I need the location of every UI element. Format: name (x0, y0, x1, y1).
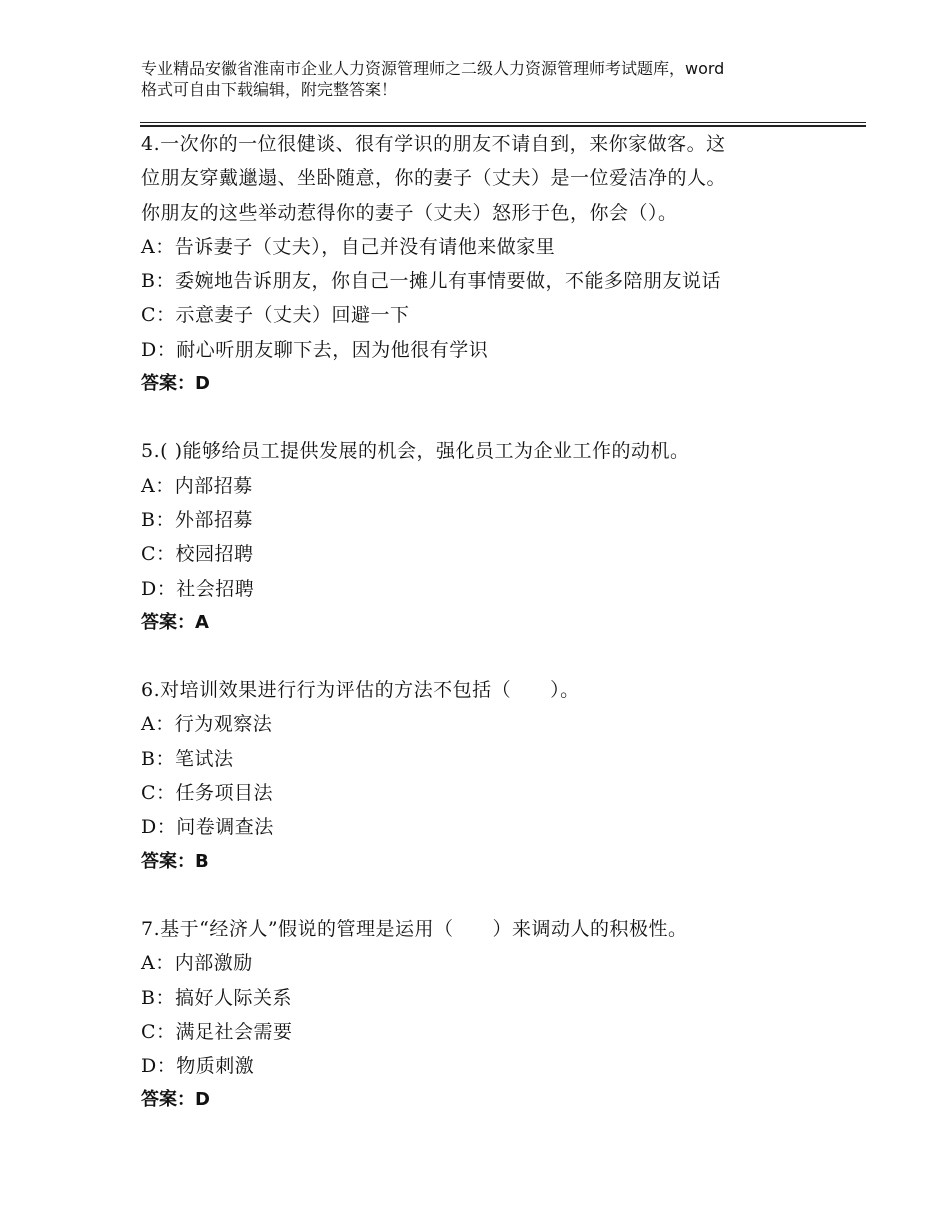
option-a: A：行为观察法 (141, 713, 273, 736)
stem-line: 位朋友穿戴邋遢、坐卧随意，你的妻子（丈夫）是一位爱洁净的人。 (141, 167, 727, 190)
option-c: C：示意妻子（丈夫）回避一下 (141, 304, 410, 327)
option-b: B：委婉地告诉朋友，你自己一摊儿有事情要做，不能多陪朋友说话 (141, 270, 721, 293)
option-a: A：内部激励 (141, 952, 253, 975)
option-b: B：外部招募 (141, 508, 253, 531)
option-d: D：耐心听朋友聊下去，因为他很有学识 (141, 338, 489, 361)
option-b: B：搞好人际关系 (141, 986, 292, 1009)
question-stem (141, 912, 841, 946)
question-5 (141, 434, 841, 640)
stem-line: 5.( )能够给员工提供发展的机会，强化员工为企业工作的动机。 (141, 440, 690, 463)
document-header (141, 58, 841, 100)
option-a: A：内部招募 (141, 474, 253, 497)
question-stem (141, 127, 841, 230)
option-c: C：满足社会需要 (141, 1020, 293, 1043)
stem-line: 你朋友的这些举动惹得你的妻子（丈夫）怒形于色，你会（）。 (141, 201, 678, 224)
stem-line: 4.一次你的一位很健谈、很有学识的朋友不请自到，来你家做客。这 (141, 133, 726, 155)
question-list (141, 127, 841, 1151)
header-divider-thin (140, 122, 866, 123)
option-a: A：告诉妻子（丈夫），自己并没有请他来做家里 (141, 235, 556, 258)
option-c: C：任务项目法 (141, 782, 274, 805)
header-line-2: 格式可自由下载编辑，附完整答案！ (141, 80, 398, 99)
option-d: D：社会招聘 (141, 577, 255, 600)
question-7 (141, 912, 841, 1118)
stem-line: 7.基于“经济人”假说的管理是运用（ ）来调动人的积极性。 (141, 917, 688, 940)
answer-label: 答案：D (141, 373, 210, 395)
question-4 (141, 127, 841, 401)
header-line-1: 专业精品安徽省淮南市企业人力资源管理师之二级人力资源管理师考试题库，word (141, 59, 725, 78)
option-c: C：校园招聘 (141, 543, 254, 566)
question-stem (141, 673, 841, 707)
question-stem (141, 434, 841, 468)
answer-label: 答案：B (141, 850, 209, 872)
option-d: D：物质刺激 (141, 1055, 255, 1078)
question-6 (141, 673, 841, 879)
stem-line: 6.对培训效果进行行为评估的方法不包括（ ）。 (141, 679, 580, 702)
answer-label: 答案：A (141, 611, 209, 633)
option-d: D：问卷调查法 (141, 816, 274, 839)
answer-label: 答案：D (141, 1089, 210, 1111)
option-b: B：笔试法 (141, 747, 234, 770)
